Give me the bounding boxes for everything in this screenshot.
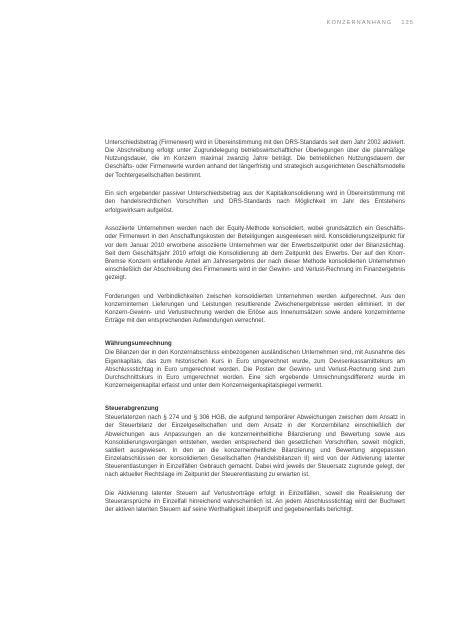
paragraph-verlustvortraege: Die Aktivierung latenter Steuern auf Verlustvorträge erfolgt in Einzelfällen, soweit die Realisierung der Steueransprüche im Einzelfall hinreichend wahrscheinlich ist. An jedem Abschlussstichtag wird der Buchwert der aktiven latenten Steuern auf seine Werthaltigkeit überprüft und gegebenenfalls berichtigt. bbox=[105, 491, 405, 514]
section-title: KONZERNANHANG bbox=[326, 20, 393, 26]
paragraph-waehrungsumrechnung: Die Bilanzen der in den Konzernabschluss einbezogenen ausländischen Unternehmen sind, mit Ausnahme des Eigenkapitals, das zum historischen Kurs in Euro umgerechnet wurde, zum Devisenkassamittelkurs am Abschlussstichtag in Euro umgerechnet worden. Die Posten der Gewinn- und Verlust-Rechnung sind zum Durchschnittskurs in Euro umgerechnet worden. Eine sich ergebende Umrechnungsdifferenz wurde im Konzerneigenkapital erfasst und unter dem Konzerneigenkapitalspiegel vermerkt. bbox=[105, 350, 405, 390]
heading-waehrungsumrechnung: Währungsumrechnung bbox=[105, 339, 172, 347]
page-number: 125 bbox=[401, 20, 414, 26]
paragraph-forderungen: Forderungen und Verbindlichkeiten zwischen konsolidierten Unternehmen werden aufgerechnet. Aus den konzerninternen Lieferungen und Leistungen resultierende Zwischenergebnisse werden eliminiert. In der Konzern-Gewinn- und Verlustrechnung werden die Erlöse aus Innenumsätzen sowie andere konzerninterne Erträge mit den entsprechenden Aufwendungen verrechnet. bbox=[105, 293, 405, 325]
paragraph-passiver-unterschiedsbetrag: Ein sich ergebender passiver Unterschiedsbetrag aus der Kapitalkonsolidierung wird in Übereinstimmung mit den handelsrechtlichen Vorschriften und DRS-Standards nach Möglichkeit im Jahr des Entstehens erfolgswirksam aufgelöst. bbox=[105, 191, 405, 214]
main-text bbox=[105, 139, 405, 525]
paragraph-firmenwert: Unterschiedsbetrag (Firmenwert) wird in Übereinstimmung mit den DRS-Standards seit dem Jahr 2002 aktiviert. Die Abschreibung erfolgt unter Zugrundelegung betriebswirtschaftlicher Überlegungen über die planmäßige Nutzungsdauer, die im Konzern maximal zwanzig Jahre beträgt. Die betrieblichen Nutzungsdauern der Geschäfts- oder Firmenwerte wurden anhand der längerfristig und strategisch ausgerichteten Geschäftsmodelle der Tochtergesellschaften bestimmt. bbox=[105, 140, 405, 179]
running-header bbox=[327, 20, 414, 26]
paragraph-steuerlatenzen: Steuerlatenzen nach § 274 und § 306 HGB, die aufgrund temporärer Abweichungen zwischen dem Ansatz in der Steuerbilanz der Einzelgesellschaften und dem Ansatz in der Konzernbilanz einschließlich der Abweichungen aus Anpassungen an die konzerneinheitliche Bilanzierung und Bewertung sowie aus Konsolidierungsvorgängen entstehen, werden entsprechend den gesetzlichen Vorschriften, soweit möglich, saldiert ausgewiesen. In den an die konzerneinheitliche Bilanzierung und Bewertung angepassten Einzelabschlüssen der konsolidierten Gesellschaften (Handelsbilanzen II) wird von der Aktivierung latenter Steuerentlastungen in Einzelfällen Gebrauch gemacht. Dabei wird jeweils der Steuersatz zugrunde gelegt, der nach aktueller Rechtslage im Zeitpunkt der Steuerentlastung zu erwarten ist. bbox=[105, 415, 405, 479]
paragraph-assoziierte-unternehmen: Assoziierte Unternehmen werden nach der Equity-Methode konsolidiert, wobei grundsätzlich ein Geschäfts- oder Firmenwert in den Anschaffungskosten der Beteiligungen ausgewiesen wird. Konsolidierungszeitpunkt für vor dem Januar 2010 erworbene assoziierte Unternehmen war der Erwerbszeitpunkt oder der Bilanzstichtag. Seit dem Geschäftsjahr 2010 erfolgt die Konsolidierung ab dem Zeitpunkt des Erwerbs. Der auf den Knorr-Bremse Konzern entfallende Anteil am Jahresergebnis der nach dieser Methode konsolidierten Unternehmen einschließlich der Abschreibung des Firmenwerts wird in der Gewinn- und Verlust-Rechnung im Finanzergebnis gezeigt. bbox=[105, 226, 405, 282]
heading-steuerabgrenzung: Steuerabgrenzung bbox=[105, 404, 159, 412]
